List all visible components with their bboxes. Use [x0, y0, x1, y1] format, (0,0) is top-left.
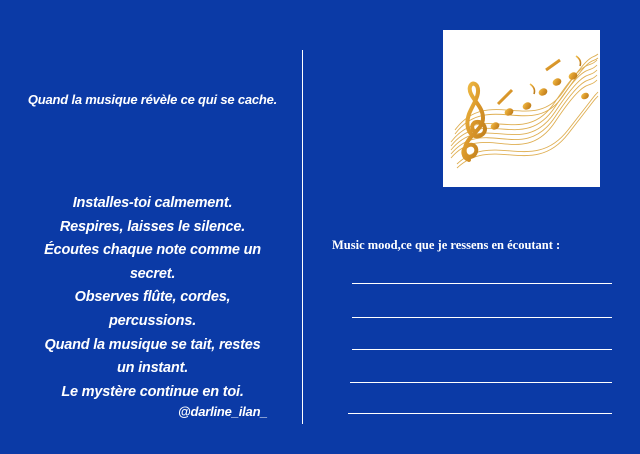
tagline: Quand la musique révèle ce qui se cache. — [27, 92, 278, 107]
writing-line[interactable] — [350, 382, 612, 383]
writing-line[interactable] — [348, 413, 612, 414]
poem-line: percussions. — [108, 312, 197, 329]
poem — [20, 192, 285, 404]
writing-line[interactable] — [352, 349, 612, 350]
poem-line: Le mystère continue en toi. — [61, 383, 244, 400]
poem-line: Respires, laisses le silence. — [59, 218, 246, 235]
writing-line[interactable] — [352, 283, 612, 284]
poem-line: secret. — [129, 265, 176, 282]
poem-line: Installes-toi calmement. — [72, 195, 233, 211]
treble-clef-music-notes-icon — [443, 30, 600, 187]
poem-line: Quand la musique se tait, restes — [44, 336, 261, 353]
music-image — [443, 30, 600, 187]
poem-line: un instant. — [116, 360, 189, 377]
poem-line: Écoutes chaque note comme un — [44, 242, 261, 259]
poem-line: Observes flûte, cordes, — [74, 289, 231, 306]
writing-line[interactable] — [352, 317, 612, 318]
feelings-prompt: Music mood,ce que je ressens en écoutant : — [332, 238, 561, 252]
author-handle: @darline_ilan_ — [178, 404, 268, 419]
center-divider — [302, 50, 303, 424]
